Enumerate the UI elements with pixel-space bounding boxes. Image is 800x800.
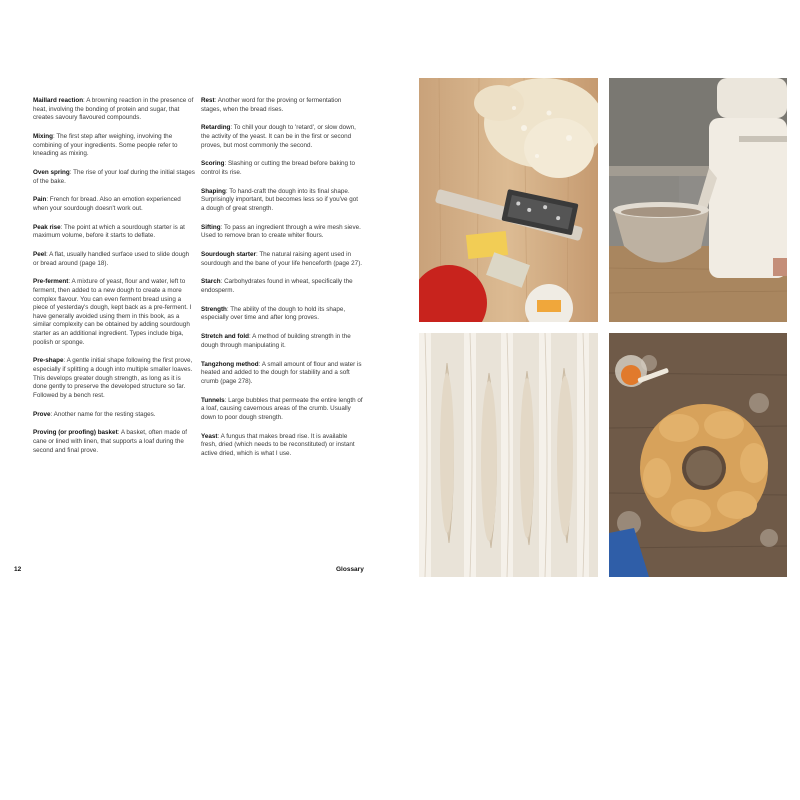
glossary-term: Shaping <box>201 187 226 195</box>
glossary-definition: : The rise of your loaf during the initial stages of the bake. <box>33 168 195 185</box>
glossary-entry <box>33 411 195 420</box>
glossary-entry <box>201 433 363 459</box>
glossary-definition: : A gentle initial shape following the first prove, especially if splitting a dough into multiple smaller loaves. This develops greater dough strength, as long as it is done gently to preserve the developed structure so far. Followed by a bench rest. <box>33 357 193 399</box>
glossary-definition: : A fungus that makes bread rise. It is available fresh, dried (which needs to be reconstituted) or instant active dried, which is what I use. <box>201 432 355 457</box>
glossary-term: Peel <box>33 251 46 259</box>
glossary-entry <box>201 97 363 114</box>
glossary-definition: : The natural raising agent used in sourdough and the bane of your life henceforth (page 27). <box>201 251 363 267</box>
glossary-term: Pain <box>33 196 47 204</box>
glossary-definition: : To pass an ingredient through a wire mesh sieve. Used to remove bran to create whiter flours. <box>201 223 361 240</box>
baguettes-in-couche-photo <box>419 333 598 577</box>
page-number: 12 <box>14 566 22 573</box>
glossary-term: Pre-ferment <box>33 278 69 286</box>
glossary-entry <box>33 251 195 268</box>
glossary-term: Tangzhong method <box>201 360 259 368</box>
glossary-entry <box>201 224 363 241</box>
glossary-entry <box>33 196 195 213</box>
glossary-term: Peak rise <box>33 223 61 231</box>
glossary-entry <box>201 397 363 423</box>
glossary-term: Tunnels <box>201 396 225 404</box>
glossary-term: Proving (or proofing) basket <box>33 429 118 437</box>
glossary-entry <box>201 306 363 323</box>
glossary-term: Strength <box>201 305 227 313</box>
glossary-entry <box>33 97 195 123</box>
braided-wreath-loaf-photo <box>609 333 787 577</box>
glossary-definition: : A basket, often made of cane or lined with linen, that supports a loaf during the second and final prove. <box>33 429 187 454</box>
glossary-definition: : Another name for the resting stages. <box>50 410 156 418</box>
glossary-term: Retarding <box>201 124 231 132</box>
glossary-definition: : Slashing or cutting the bread before baking to control its rise. <box>201 160 356 176</box>
glossary-term: Stretch and fold <box>201 333 249 341</box>
glossary-entry <box>201 124 363 150</box>
glossary-definition: : To hand-craft the dough into its final shape. Surprisingly important, but becomes less so if you've got a dough of great strength. <box>201 187 358 212</box>
glossary-term: Sifting <box>201 223 221 231</box>
glossary-entry <box>33 278 195 347</box>
glossary-term: Pre-shape <box>33 357 64 365</box>
glossary-entry <box>201 361 363 387</box>
glossary-definition: : Another word for the proving or fermentation stages, when the bread rises. <box>201 97 342 113</box>
glossary-entry <box>201 160 363 177</box>
glossary-entry <box>33 429 195 455</box>
glossary-term: Rest <box>201 97 215 104</box>
glossary-definition: : A method of building strength in the dough through manipulating it. <box>201 333 351 349</box>
glossary-definition: : A mixture of yeast, flour and water, left to ferment, then added to a new dough to create a more complex flavour. You can even ferment bread using a piece of yesterday's dough, kept back as a pre-ferment. I have generally avoided using them in this book, as a similar complexity can be obtained by adding sourdough starter as an additional ingredient. Types include biga, poolish or sponge. <box>33 278 192 346</box>
glossary-entry <box>201 188 363 214</box>
glossary-column-2 <box>201 97 363 468</box>
glossary-term: Starch <box>201 278 221 286</box>
glossary-entry <box>33 169 195 186</box>
glossary-definition: : Large bubbles that permeate the entire length of a loaf, causing cavernous areas of the crumb. Usually down to poor dough strength. <box>201 396 363 421</box>
glossary-definition: : A small amount of flour and water is heated and added to the dough for stability and a soft crumb (page 278). <box>201 360 362 385</box>
glossary-column-1 <box>33 97 195 465</box>
glossary-definition: : A flat, usually handled surface used to slide dough or bread around (page 18). <box>33 251 190 267</box>
glossary-entry <box>201 251 363 268</box>
glossary-definition: : A browning reaction in the presence of heat, involving the bonding of protein and sugar, that creates savoury flavoured compounds. <box>33 97 194 122</box>
glossary-definition: : The first step after weighing, involving the combining of your ingredients. Some people refer to kneading as mixing. <box>33 132 178 158</box>
glossary-entry <box>33 133 195 159</box>
glossary-definition: : Carbohydrates found in wheat, specifically the endosperm. <box>201 278 353 295</box>
flour-grater-butter-photo <box>419 78 598 322</box>
glossary-term: Prove <box>33 410 51 418</box>
glossary-term: Oven spring <box>33 168 70 176</box>
glossary-term: Maillard reaction <box>33 97 84 104</box>
glossary-term: Scoring <box>201 160 225 168</box>
glossary-term: Sourdough starter <box>201 251 256 259</box>
glossary-definition: : To chill your dough to 'retard', or slow down, the activity of the yeast. It can be in the first or second proves, but most commonly the second. <box>201 124 356 149</box>
glossary-term: Mixing <box>33 132 53 140</box>
glossary-entry <box>201 333 363 350</box>
glossary-definition: : The ability of the dough to hold its shape, especially over time and after long proves. <box>201 305 346 322</box>
glossary-definition: : The point at which a sourdough starter is at maximum volume, before it starts to deflate. <box>33 223 185 240</box>
stand-mixer-bowl-photo <box>609 78 787 322</box>
glossary-definition: : French for bread. Also an emotion experienced when your sourdough doesn't work out. <box>33 196 181 212</box>
glossary-entry <box>33 224 195 241</box>
section-title: Glossary <box>336 566 364 573</box>
glossary-term: Yeast <box>201 432 218 440</box>
glossary-entry <box>201 278 363 295</box>
glossary-entry <box>33 357 195 400</box>
